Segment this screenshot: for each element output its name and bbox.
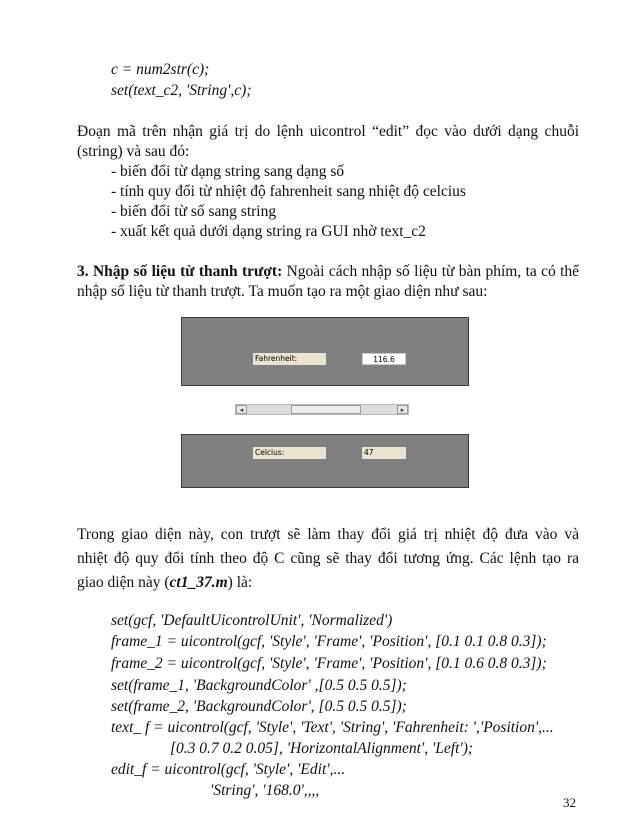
code-line: c = num2str(c); (111, 61, 210, 78)
filename: ct1_37.m (169, 574, 228, 591)
bullet-item: - tính quy đổi từ nhiệt độ fahrenheit sang nhiệt độ celcius (111, 183, 466, 200)
celcius-value: 47 (362, 447, 406, 459)
section-line (77, 262, 579, 282)
paragraph-line: Đoạn mã trên nhận giá trị do lệnh uicontrol “edit” đọc vào dưới dạng chuỗi (77, 123, 579, 140)
slider-right-arrow-icon[interactable]: ▸ (397, 405, 408, 414)
section-text: Ngoài cách nhập số liệu từ bàn phím, ta có thể (286, 263, 580, 280)
code-line: set(text_c2, 'String',c); (111, 82, 252, 99)
celcius-label: Celcius: (253, 447, 326, 459)
code-line: [0.3 0.7 0.2 0.05], 'HorizontalAlignment', 'Left'); (170, 740, 474, 757)
paragraph-line (77, 573, 252, 593)
temperature-slider[interactable] (235, 404, 409, 415)
paragraph-text: ) là: (227, 574, 253, 591)
code-line: set(frame_2, 'BackgroundColor', [0.5 0.5 0.5]); (111, 698, 407, 715)
code-line: text_ f = uicontrol(gcf, 'Style', 'Text', 'String', 'Fahrenheit: ','Position',... (111, 719, 554, 736)
paragraph-line: Trong giao diện này, con trượt sẽ làm thay đổi giá trị nhiệt độ đưa vào và (77, 526, 579, 543)
celcius-frame (181, 434, 469, 488)
bullet-item: - biến đổi từ số sang string (111, 203, 277, 220)
paragraph-line: nhiệt độ quy đổi tính theo độ C cũng sẽ thay đổi tương ứng. Các lệnh tạo ra (77, 550, 579, 567)
bullet-item: - xuất kết quả dưới dạng string ra GUI nhờ text_c2 (111, 223, 426, 240)
code-line: frame_2 = uicontrol(gcf, 'Style', 'Frame', 'Position', [0.1 0.6 0.8 0.3]); (111, 655, 547, 672)
code-line: set(frame_1, 'BackgroundColor' ,[0.5 0.5 0.5]); (111, 677, 407, 694)
paragraph-line: (string) và sau đó: (77, 143, 190, 160)
fahrenheit-edit-field[interactable]: 116.6 (362, 353, 406, 365)
fahrenheit-label: Fahrenheit: (253, 353, 326, 365)
slider-thumb[interactable] (291, 405, 361, 414)
section-line: nhập số liệu từ thanh trượt. Ta muốn tạo ra một giao diện như sau: (77, 283, 488, 300)
code-line: edit_f = uicontrol(gcf, 'Style', 'Edit',... (111, 761, 346, 778)
page-number: 32 (563, 795, 576, 810)
slider-left-arrow-icon[interactable]: ◂ (236, 405, 247, 414)
code-line: set(gcf, 'DefaultUicontrolUnit', 'Normalized') (111, 612, 393, 629)
bullet-item: - biến đổi từ dạng string sang dạng số (111, 163, 345, 180)
fahrenheit-frame (181, 317, 469, 386)
code-line: frame_1 = uicontrol(gcf, 'Style', 'Frame', 'Position', [0.1 0.1 0.8 0.3]); (111, 633, 547, 650)
paragraph-text: giao diện này ( (77, 574, 170, 591)
section-heading: 3. Nhập số liệu từ thanh trượt: (77, 263, 283, 280)
code-line: 'String', '168.0',,,, (210, 782, 320, 799)
